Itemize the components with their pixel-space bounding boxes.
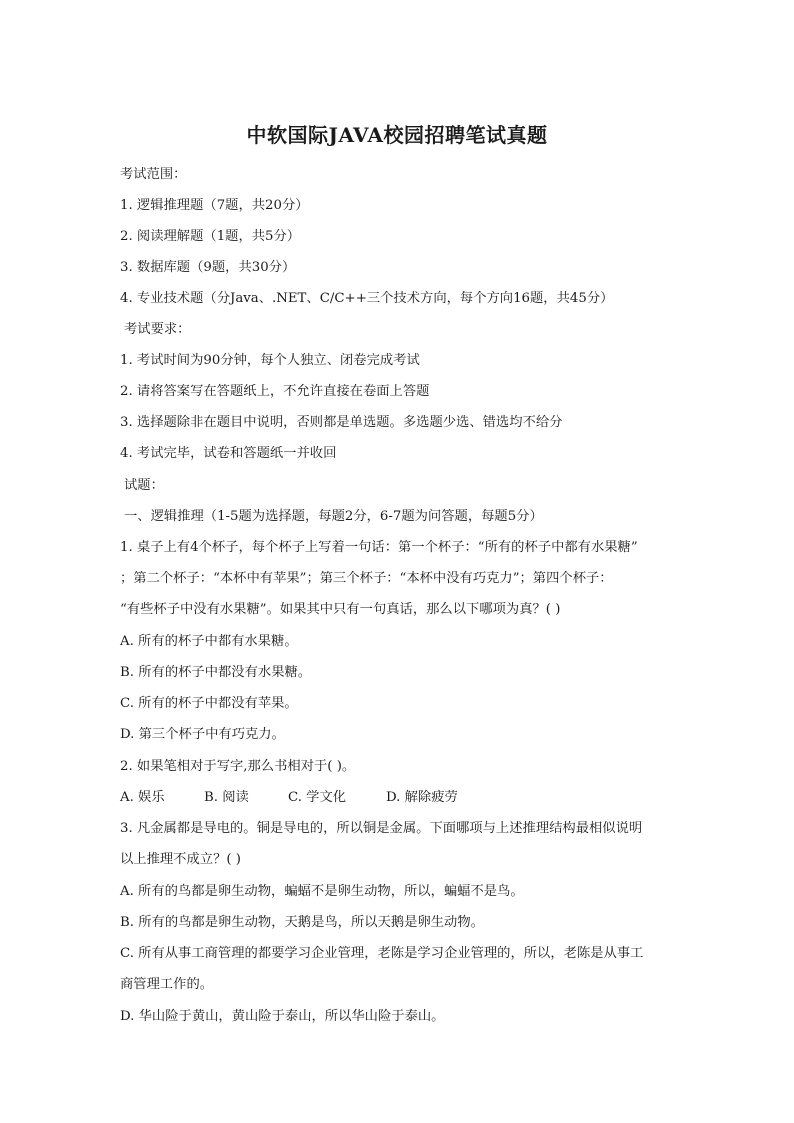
scope-item-4: 4. 专业技术题（分Java、.NET、C/C++三个技术方向，每个方向16题，共45分） — [120, 291, 614, 306]
q3-option-b: B. 所有的鸟都是卵生动物，天鹅是鸟，所以天鹅是卵生动物。 — [120, 915, 484, 930]
q3-option-a: A. 所有的鸟都是卵生动物，蝙蝠不是卵生动物，所以，蝙蝠不是鸟。 — [120, 884, 524, 899]
q2-option-d: D. 解除疲劳 — [386, 790, 458, 805]
q1-stem-line-3: “有些杯子中没有水果糖”。如果其中只有一句真话，那么以下哪项为真？( ) — [120, 602, 561, 617]
q1-option-d: D. 第三个杯子中有巧克力。 — [120, 727, 285, 742]
section-heading: 一、逻辑推理（1-5题为选择题，每题2分，6-7题为问答题，每题5分） — [124, 509, 543, 524]
scope-heading: 考试范围： — [120, 167, 187, 182]
q1-stem-line-1: 1. 桌子上有4个杯子，每个杯子上写着一句话：第一个杯子：“所有的杯子中都有水果糖” — [120, 540, 638, 555]
q2-options — [120, 788, 680, 808]
scope-item-2: 2. 阅读理解题（1题，共5分） — [120, 229, 301, 244]
q2-stem: 2. 如果笔相对于写字,那么书相对于( )。 — [120, 759, 356, 774]
q2-option-b: B. 阅读 — [204, 790, 249, 805]
q1-option-c: C. 所有的杯子中都没有苹果。 — [120, 696, 298, 711]
requirement-item-3: 3. 选择题除非在题目中说明，否则都是单选题。多选题少选、错选均不给分 — [120, 415, 563, 430]
document-title: 中软国际JAVA校园招聘笔试真题 — [246, 123, 548, 147]
q3-option-c-line-2: 商管理工作的。 — [120, 977, 214, 992]
questions-heading: 试题： — [124, 478, 164, 493]
requirement-item-1: 1. 考试时间为90分钟，每个人独立、闭卷完成考试 — [120, 353, 420, 368]
q1-option-a: A. 所有的杯子中都有水果糖。 — [120, 634, 298, 649]
requirement-item-2: 2. 请将答案写在答题纸上，不允许直接在卷面上答题 — [120, 384, 430, 399]
q3-stem-line-1: 3. 凡金属都是导电的。铜是导电的，所以铜是金属。下面哪项与上述推理结构最相似说明 — [120, 821, 643, 836]
requirements-heading: 考试要求： — [124, 322, 191, 337]
scope-item-3: 3. 数据库题（9题，共30分） — [120, 260, 296, 275]
q1-option-b: B. 所有的杯子中都没有水果糖。 — [120, 665, 312, 680]
q1-stem-line-2: ；第二个杯子：“本杯中有苹果”；第三个杯子：“本杯中没有巧克力”；第四个杯子： — [120, 571, 613, 586]
q3-option-d: D. 华山险于黄山，黄山险于泰山，所以华山险于泰山。 — [120, 1009, 445, 1024]
q3-stem-line-2: 以上推理不成立？( ) — [120, 852, 241, 867]
scope-item-1: 1. 逻辑推理题（7题，共20分） — [120, 198, 309, 213]
requirement-item-4: 4. 考试完毕，试卷和答题纸一并收回 — [120, 446, 337, 461]
q2-option-a: A. 娱乐 — [120, 790, 165, 805]
q2-option-c: C. 学文化 — [288, 790, 347, 805]
q3-option-c-line-1: C. 所有从事工商管理的都要学习企业管理，老陈是学习企业管理的，所以，老陈是从事工 — [120, 946, 644, 961]
